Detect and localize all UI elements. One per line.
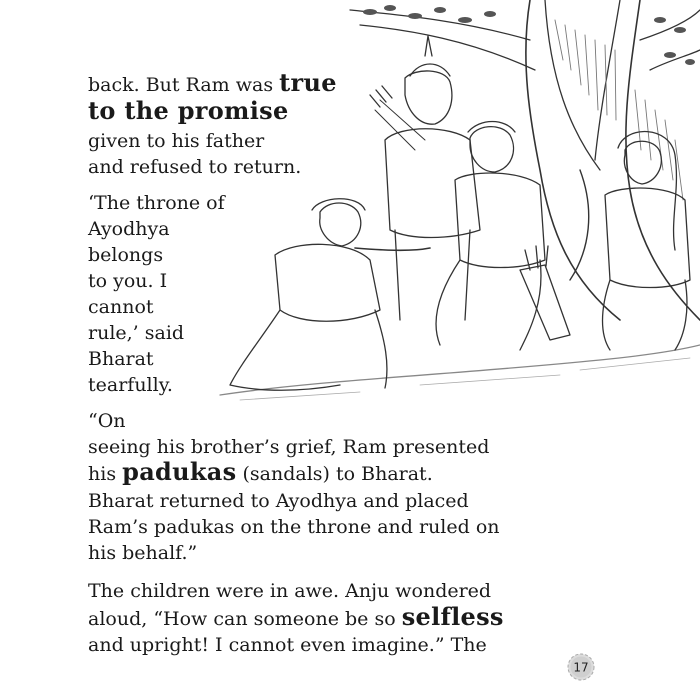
text-line-7: belongs bbox=[88, 244, 164, 266]
text-line-19: The children were in awe. Anju wondered bbox=[88, 580, 492, 602]
figure-lakshman bbox=[436, 122, 589, 351]
figure-bharat bbox=[230, 199, 430, 391]
text-line-8: to you. I bbox=[88, 270, 168, 292]
text-line-3: given to his father bbox=[88, 130, 265, 152]
page-number-badge bbox=[566, 652, 596, 682]
text-line-1: back. But Ram was true bbox=[88, 68, 337, 97]
text-line-11: Bharat bbox=[88, 348, 154, 370]
text-line-16: Bharat returned to Ayodhya and placed bbox=[88, 490, 469, 512]
text-line-9: cannot bbox=[88, 296, 154, 318]
emphasis-word: true bbox=[279, 68, 337, 97]
text-line-15: his padukas (sandals) to Bharat. bbox=[88, 457, 433, 486]
text-line-10: rule,’ said bbox=[88, 322, 185, 344]
tree-drawing bbox=[350, 0, 700, 320]
text-line-4: and refused to return. bbox=[88, 156, 302, 178]
text-line-13: “On bbox=[88, 410, 126, 432]
illustration-ram-bharat bbox=[200, 0, 700, 420]
text-line-21: and upright! I cannot even imagine.” The bbox=[88, 634, 487, 656]
text-line-17: Ram’s padukas on the throne and ruled on bbox=[88, 516, 500, 538]
text-line-5: ‘The throne of bbox=[88, 192, 225, 214]
page-number: 17 bbox=[573, 660, 589, 675]
text-line-12: tearfully. bbox=[88, 374, 173, 396]
figure-ram bbox=[370, 36, 480, 320]
text-line-2 bbox=[88, 98, 289, 126]
text-line-14: seeing his brother’s grief, Ram presented bbox=[88, 436, 490, 458]
text-line-20: aloud, “How can someone be so selfless bbox=[88, 602, 504, 631]
emphasis-word: selfless bbox=[401, 602, 504, 631]
text-line-18: his behalf.” bbox=[88, 542, 198, 564]
emphasis-phrase: to the promise bbox=[88, 96, 289, 125]
emphasis-word: padukas bbox=[122, 457, 237, 486]
text-line-6: Ayodhya bbox=[88, 218, 170, 240]
